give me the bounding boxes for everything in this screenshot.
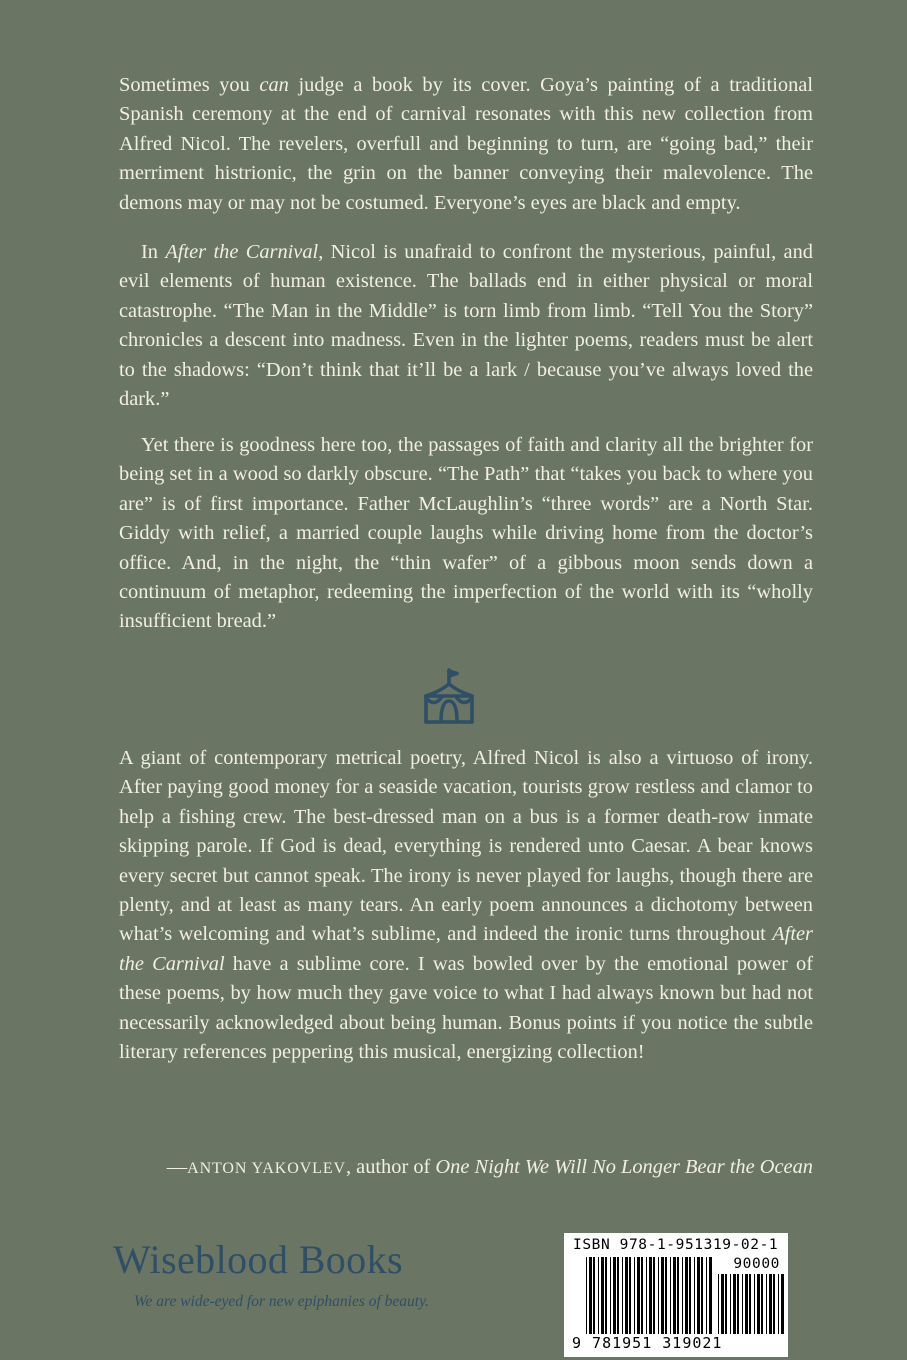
barcode-bar [689, 1257, 691, 1334]
barcode-bar [665, 1257, 667, 1334]
barcode-bar [629, 1257, 631, 1334]
barcode-bar [637, 1257, 640, 1334]
attribution-name: ANTON YAKOVLEV [187, 1160, 346, 1177]
barcode-bar [658, 1257, 659, 1334]
barcode-bar [706, 1257, 707, 1334]
blurb-attribution [119, 1153, 813, 1183]
barcode-bar [766, 1274, 767, 1334]
barcode-bar [677, 1257, 679, 1334]
barcode-bar [745, 1274, 748, 1334]
barcode-bar [769, 1274, 772, 1334]
barcode-bar [661, 1257, 664, 1334]
barcode-bar [593, 1257, 595, 1334]
isbn-barcode [564, 1233, 788, 1357]
barcode-bar [718, 1274, 719, 1334]
price-code: 90000 [733, 1256, 780, 1272]
attribution-book: One Night We Will No Longer Bear the Ocean [435, 1156, 813, 1178]
barcode-bar [781, 1274, 784, 1334]
barcode-bar [749, 1274, 751, 1334]
p1-emphasis: can [259, 74, 289, 96]
p4-text-a: A giant of contemporary metrical poetry, Alfred Nicol is also a virtuoso of irony. After paying good money for a seaside vacation, tourists grow restless and clamor to help a fishing crew. The best-dressed man on a bus is a former death-row inmate skipping parole. If God is dead, everything is rendered unto Caesar. A bear knows every secret but cannot speak. The irony is never played for laughs, though there are plenty, and at least as many tears. An early poem announces a dichotomy between what’s welcoming and what’s sublime, and indeed the ironic turns throughout [119, 747, 813, 946]
barcode-bar [694, 1257, 695, 1334]
barcode-bar [649, 1257, 652, 1334]
publisher-logo: Wiseblood Books [113, 1237, 403, 1282]
barcode-bar [605, 1257, 607, 1334]
paragraph-goodness: Yet there is goodness here too, the passages of faith and clarity all the brighter for being set in a wood so darkly obscure. “The Path” that “takes you back to where you are” is of first importance. Father McLaughlin’s “three words” are a North Star. Giddy with relief, a married couple laughs while driving home from the doctor’s office. And, in the night, the “thin wafer” of a gibbous moon sends down a continuum of metaphor, redeeming the imperfection of the world with its “wholly insufficient bread.” [119, 434, 813, 633]
barcode-bar [589, 1257, 592, 1334]
p1-text-a: Sometimes you [119, 74, 260, 96]
isbn-label: ISBN 978-1-951319-02-1 [573, 1237, 779, 1253]
barcode-bar [641, 1257, 643, 1334]
barcode-bar [670, 1257, 671, 1334]
paragraph-irony [119, 744, 813, 1067]
barcode-bar [778, 1274, 779, 1334]
barcode-bar [730, 1274, 731, 1334]
barcode-bar [725, 1274, 727, 1334]
barcode-bar [613, 1257, 616, 1334]
barcode-bar [586, 1257, 587, 1334]
barcode-bar [653, 1257, 655, 1334]
barcode-bar [757, 1274, 760, 1334]
p2-text-b: , Nicol is unafraid to confront the mysterious, painful, and evil elements of human existence. The ballads end in either physical or moral catastrophe. “The Man in the Middle” is torn limb from limb. “Tell You the Story” chronicles a descent into madness. Even in the lighter poems, readers must be alert to the shadows: “Don’t think that it’ll be a lark / because you’ve always loved the dark.” [119, 241, 813, 411]
p4-text-b: have a sublime core. I was bowled over by the emotional power of these poems, by how much they gave voice to what I had always known but had not necessarily acknowledged about being human. Bonus points if you notice the subtle literary references peppering this musical, energizing collection! [119, 952, 813, 1064]
barcode-bar [742, 1274, 743, 1334]
barcode-bar [737, 1274, 739, 1334]
paragraph-goya [119, 71, 813, 218]
barcode-bar [634, 1257, 635, 1334]
p2-book-title: After the Carnival [165, 241, 319, 263]
barcode-bar [646, 1257, 647, 1334]
barcode-bar [625, 1257, 628, 1334]
barcode-bar [697, 1257, 700, 1334]
barcode-bar [773, 1274, 775, 1334]
p1-text-b: judge a book by its cover. Goya’s painting of a traditional Spanish ceremony at the end of carnival resonates with this new collection from Alfred Nicol. The revelers, overfull and beginning to turn, are “going bad,” their merriment histrionic, the grin on the banner conveying their malevolence. The demons may or may not be costumed. Everyone’s eyes are black and empty. [119, 74, 813, 214]
barcode-bar [622, 1257, 623, 1334]
p2-text-a: In [141, 241, 166, 263]
p4-book-title: After the Carnival [119, 923, 813, 975]
barcode-bar [709, 1257, 712, 1334]
barcode-bar [673, 1257, 676, 1334]
barcode-bar [721, 1274, 724, 1334]
barcode-bar [733, 1274, 736, 1334]
barcode-bar [701, 1257, 703, 1334]
barcode-bar [598, 1257, 599, 1334]
barcode-bar [610, 1257, 611, 1334]
attribution-middle: , author of [345, 1156, 436, 1178]
barcode-bar [682, 1257, 683, 1334]
attribution-dash: — [166, 1156, 188, 1178]
ean-digits: 9 781951 319021 [572, 1334, 723, 1352]
publisher-tagline: We are wide-eyed for new epiphanies of beauty. [134, 1293, 430, 1310]
barcode-bar [685, 1257, 688, 1334]
barcode-bar [761, 1274, 763, 1334]
barcode-bar [754, 1274, 755, 1334]
circus-tent-icon [421, 667, 477, 725]
barcode-bar [617, 1257, 619, 1334]
paragraph-mysterious [119, 238, 813, 414]
barcode-bar [601, 1257, 604, 1334]
